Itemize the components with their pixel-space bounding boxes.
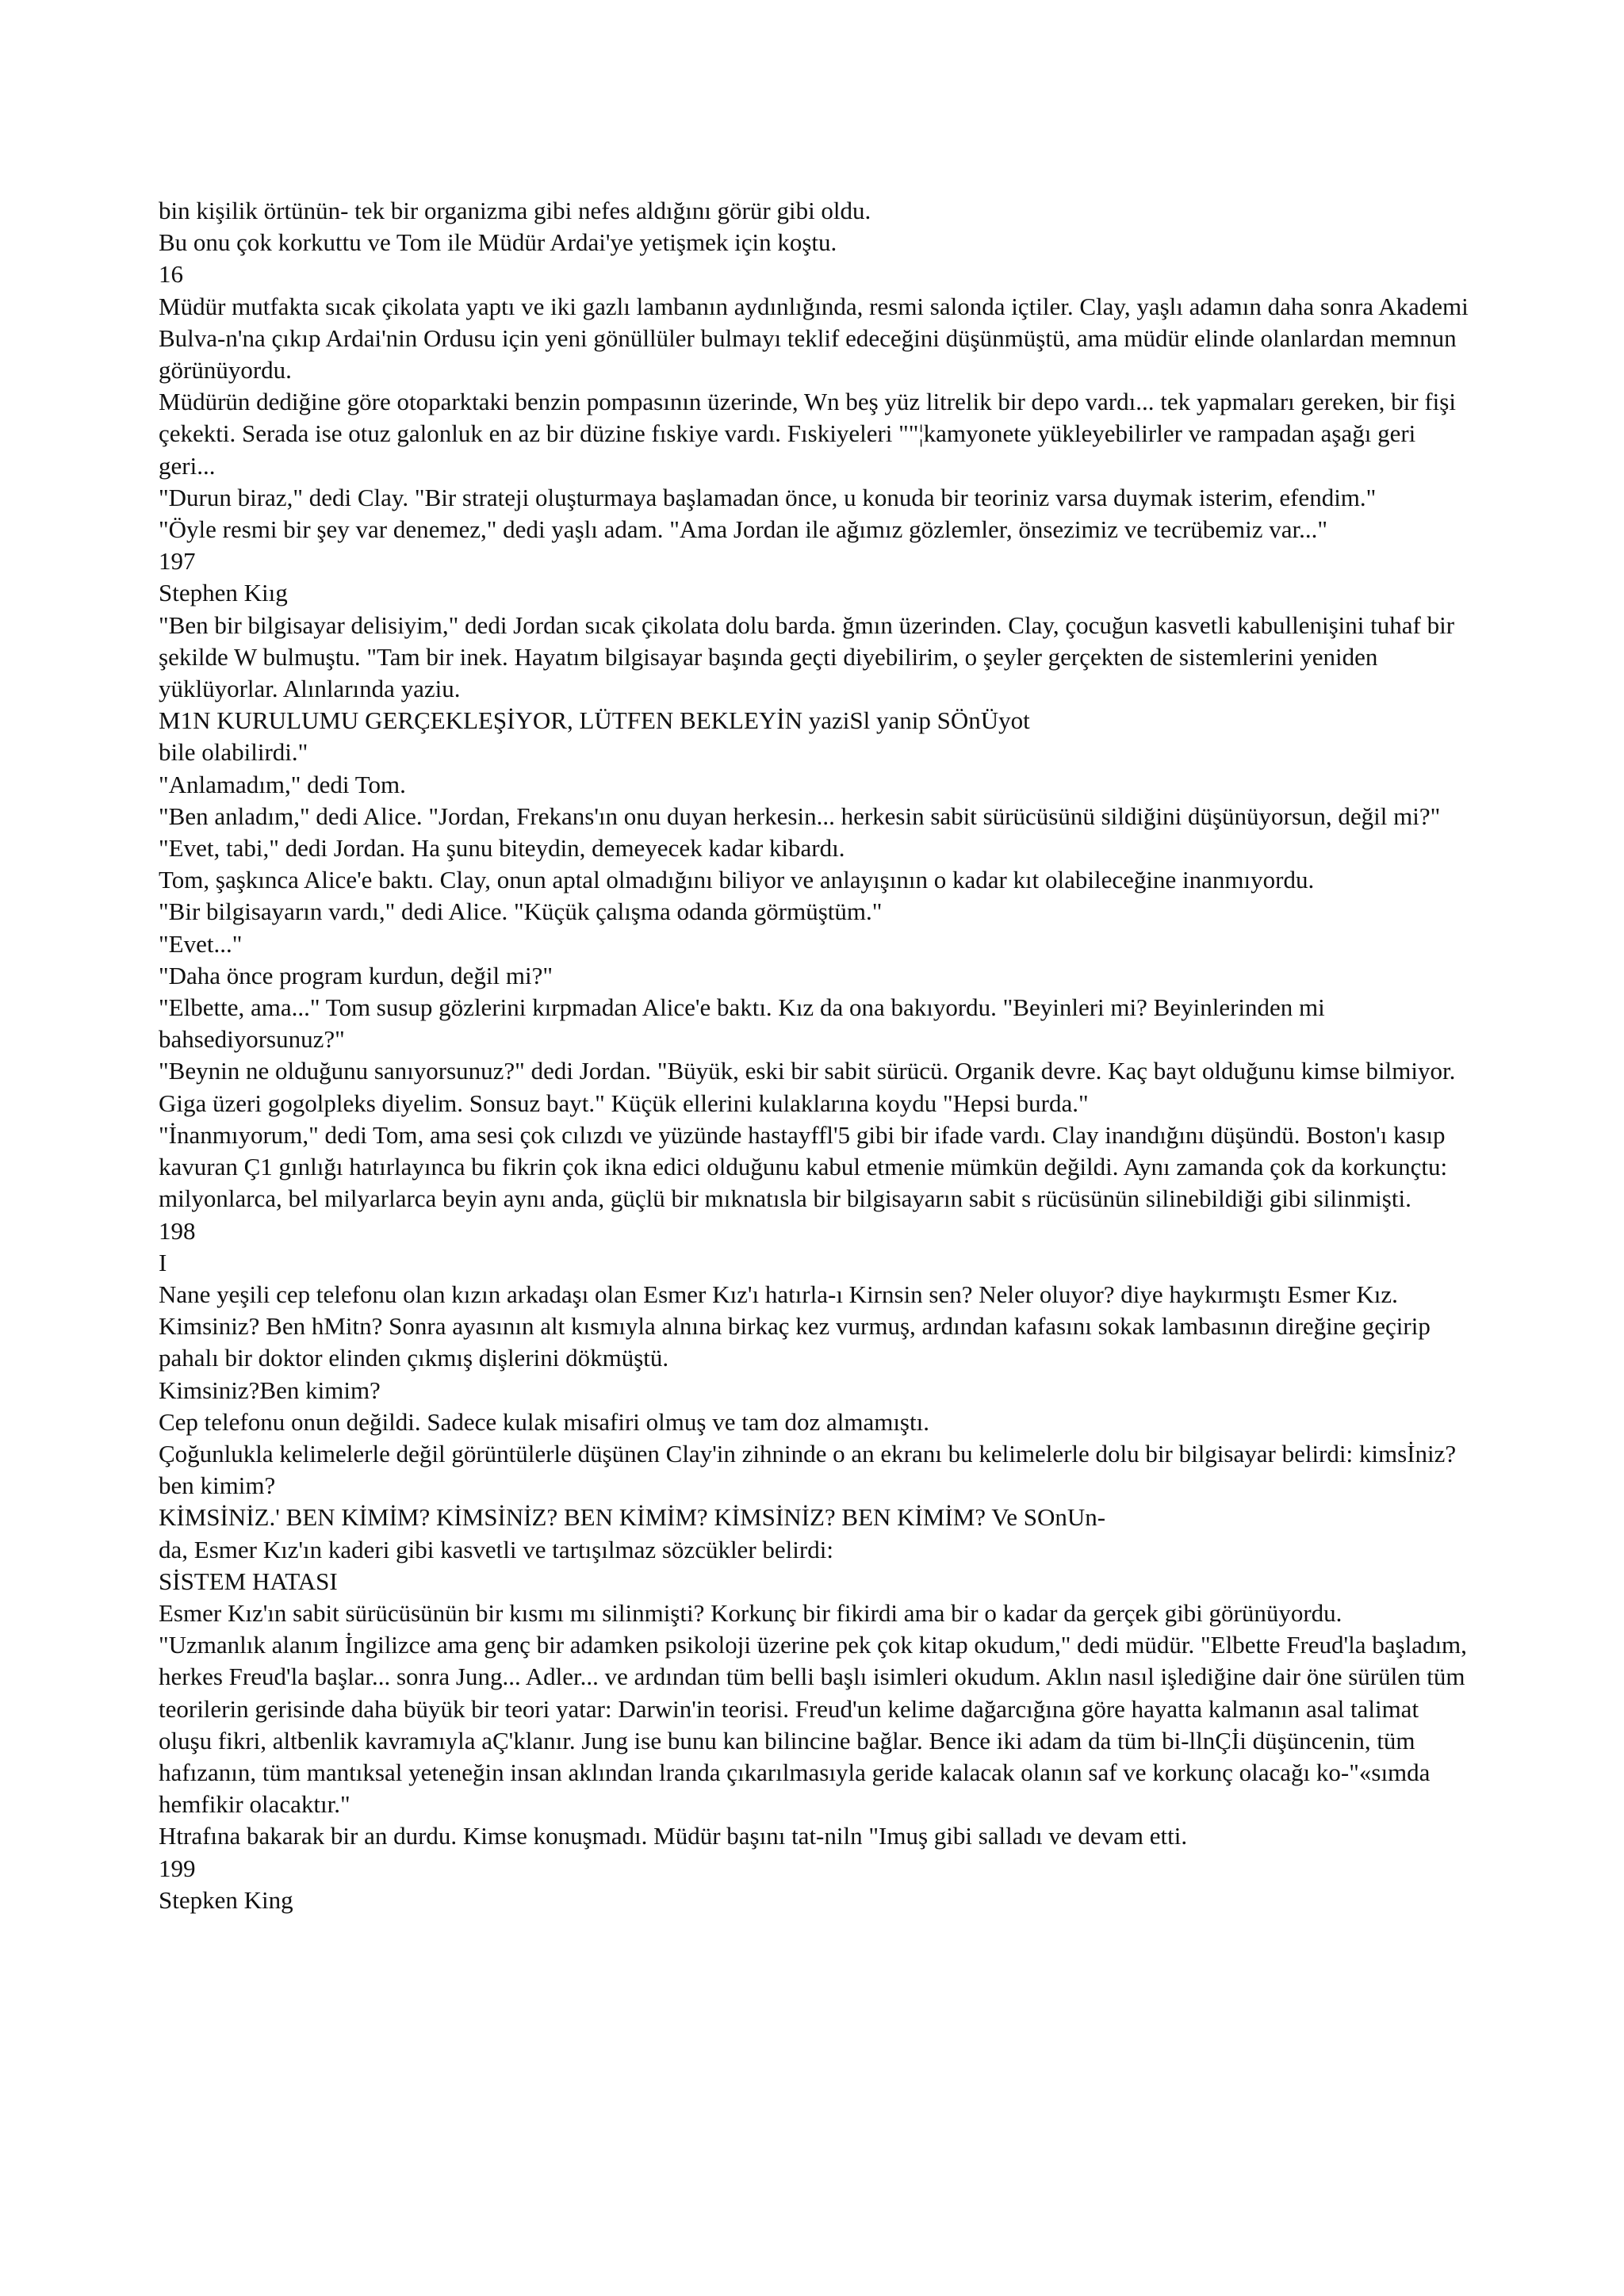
paragraph: "Ben anladım," dedi Alice. "Jordan, Frekans'ın onu duyan herkesin... herkesin sabit sürücüsünü sildiğini düşünüyorsun, değil mi?" [159, 802, 1441, 830]
paragraph: "Ben bir bilgisayar delisiyim," dedi Jordan sıcak çikolata dolu barda. ğmın üzerinden. Clay, çocuğun kasvetli kabullenişini tuhaf bir şekilde W bulmuştu. "Tam bir inek. Hayatım bilgisayar başında geçti diyebilirim, o şeyler gerçekten de sistemlerini yeniden yüklüyorlar. Alınlarında yaziu. [159, 610, 1455, 703]
paragraph: Tom, şaşkınca Alice'e baktı. Clay, onun aptal olmadığını biliyor ve anlayışının o kadar kıt olabileceğine inanmıyordu. [159, 866, 1315, 894]
paragraph: "Öyle resmi bir şey var denemez," dedi yaşlı adam. "Ama Jordan ile ağımız gözlemler, önsezimiz ve tecrübemiz var..." [159, 515, 1327, 544]
paragraph: "Anlamadım," dedi Tom. [159, 770, 406, 798]
paragraph: Cep telefonu onun değildi. Sadece kulak misafiri olmuş ve tam doz almamıştı. [159, 1407, 929, 1436]
paragraph: "Evet, tabi," dedi Jordan. Ha şunu biteydin, demeyecek kadar kibardı. [159, 834, 845, 863]
paragraph: da, Esmer Kız'ın kaderi gibi kasvetli ve tartışılmaz sözcükler belirdi: [159, 1535, 833, 1563]
paragraph: Müdürün dediğine göre otoparktaki benzin pompasının üzerinde, Wn beş yüz litrelik bir depo vardı... tek yapmaları gereken, bir fişi çekekti. Serada ise otuz galonluk en az bir düzine fıskiye vardı. Fıskiyeleri ""¦kamyonete yükleyebilirler ve rampadan aşağı geri geri... [159, 388, 1456, 480]
paragraph: Htrafına bakarak bir an durdu. Kimse konuşmadı. Müdür başını tat-niln "Imuş gibi salladı ve devam etti. [159, 1822, 1188, 1850]
paragraph: "Durun biraz," dedi Clay. "Bir strateji oluşturmaya başlamadan önce, u konuda bir teoriniz varsa duymak isterim, efendim." [159, 483, 1377, 511]
paragraph: "İnanmıyorum," dedi Tom, ama sesi çok cılızdı ve yüzünde hastayffl'5 gibi bir ifade vardı. Clay inandığını düşündü. Boston'ı kasıp kavuran Ç1 gınlığı hatırlayınca bu fikrin çok ikna edici olduğunu kabul etmenie mümkün değildi. Aynı zamanda çok da korkunçtu: milyonlarca, bel milyarlarca beyin aynı anda, güçlü bir mıknatısla bir bilgisayarın sabit s rücüsünün silinebildiği gibi silinmişti. [159, 1120, 1448, 1213]
paragraph: M1N KURULUMU GERÇEKLEŞİYOR, LÜTFEN BEKLEYİN yaziSl yanip SÖnÜyot [159, 706, 1030, 735]
paragraph: Bu onu çok korkuttu ve Tom ile Müdür Ardai'ye yetişmek için koştu. [159, 228, 837, 257]
paragraph: Müdür mutfakta sıcak çikolata yaptı ve iki gazlı lambanın aydınlığında, resmi salonda içtiler. Clay, yaşlı adamın daha sonra Akademi Bulva-n'na çıkıp Ardai'nin Ordusu için yeni gönüllüler bulmayı teklif edeceğini düşünmüştü, ama müdür elinde olanlardan memnun görünüyordu. [159, 292, 1469, 385]
paragraph: "Uzmanlık alanım İngilizce ama genç bir adamken psikoloji üzerine pek çok kitap okudum," dedi müdür. "Elbette Freud'la başladım, herkes Freud'la başlar... sonra Jung... Adler... ve ardından tüm belli başlı isimleri okudum. Aklın nasıl işlediğine dair öne sürülen tüm teorilerin gerisinde daha büyük bir teori yatar: Darwin'in teorisi. Freud'un kelime dağarcığına göre hayatta kalmanın asal talimat oluşu fikri, altbenlik kavramıyla aÇ'klanır. Jung ise bunu kan bilincine bağlar. Bence iki adam da tüm bi-llnÇİi düşüncenin, tüm hafızanın, tüm mantıksal yeteneğin insan aklından lranda çıkarılmasıyla geride kalacak olanın saf ve korkunç olacağı ko-"«sımda hemfikir olacaktır." [159, 1631, 1467, 1819]
paragraph: Esmer Kız'ın sabit sürücüsünün bir kısmı mı silinmişti? Korkunç bir fikirdi ama bir o kadar da gerçek gibi görünüyordu. [159, 1598, 1342, 1627]
paragraph: Çoğunlukla kelimelerle değil görüntülerle düşünen Clay'in zihninde o an ekranı bu kelimelerle dolu bir bilgisayar belirdi: kimsİniz? ben kimim? [159, 1439, 1457, 1500]
paragraph: I [159, 1248, 167, 1276]
paragraph: Kimsiniz?Ben kimim? [159, 1376, 381, 1404]
paragraph: "Daha önce program kurdun, değil mi?" [159, 961, 553, 989]
paragraph: bile olabilirdi." [159, 738, 308, 767]
paragraph: KİMSİNİZ.' BEN KİMİM? KİMSİNİZ? BEN KİMİM? KİMSİNİZ? BEN KİMİM? Ve SOnUn- [159, 1503, 1106, 1532]
page-body [159, 195, 1475, 1916]
page-number: 199 [159, 1854, 196, 1882]
running-header: Stephen Kiıg [159, 579, 288, 607]
paragraph: Nane yeşili cep telefonu olan kızın arkadaşı olan Esmer Kız'ı hatırla-ı Kirnsin sen? Neler oluyor? diye haykırmıştı Esmer Kız. Kimsiniz? Ben hMitn? Sonra ayasının alt kısmıyla alnına birkaç kez vurmuş, ardından kafasını sokak lambasının direğine geçirip pahalı bir doktor elinden çıkmış dişlerini dökmüştü. [159, 1280, 1431, 1372]
paragraph: "Bir bilgisayarın vardı," dedi Alice. "Küçük çalışma odanda görmüştüm." [159, 897, 883, 926]
page-number: 16 [159, 260, 183, 289]
page-number: 197 [159, 547, 196, 576]
paragraph: SİSTEM HATASI [159, 1567, 338, 1595]
page-number: 198 [159, 1216, 196, 1245]
running-header: Stepken King [159, 1885, 293, 1914]
paragraph: "Elbette, ama..." Tom susup gözlerini kırpmadan Alice'e baktı. Kız da ona bakıyordu. "Beyinleri mi? Beyinlerinden mi bahsediyorsunuz?" [159, 993, 1325, 1054]
paragraph: "Beynin ne olduğunu sanıyorsunuz?" dedi Jordan. "Büyük, eski bir sabit sürücü. Organik devre. Kaç bayt olduğunu kimse bilmiyor. Giga üzeri gogolpleks diyelim. Sonsuz bayt." Küçük ellerini kulaklarına koydu "Hepsi burda." [159, 1057, 1456, 1117]
paragraph: bin kişilik örtünün- tek bir organizma gibi nefes aldığını görür gibi oldu. [159, 197, 871, 224]
paragraph: "Evet..." [159, 929, 243, 958]
